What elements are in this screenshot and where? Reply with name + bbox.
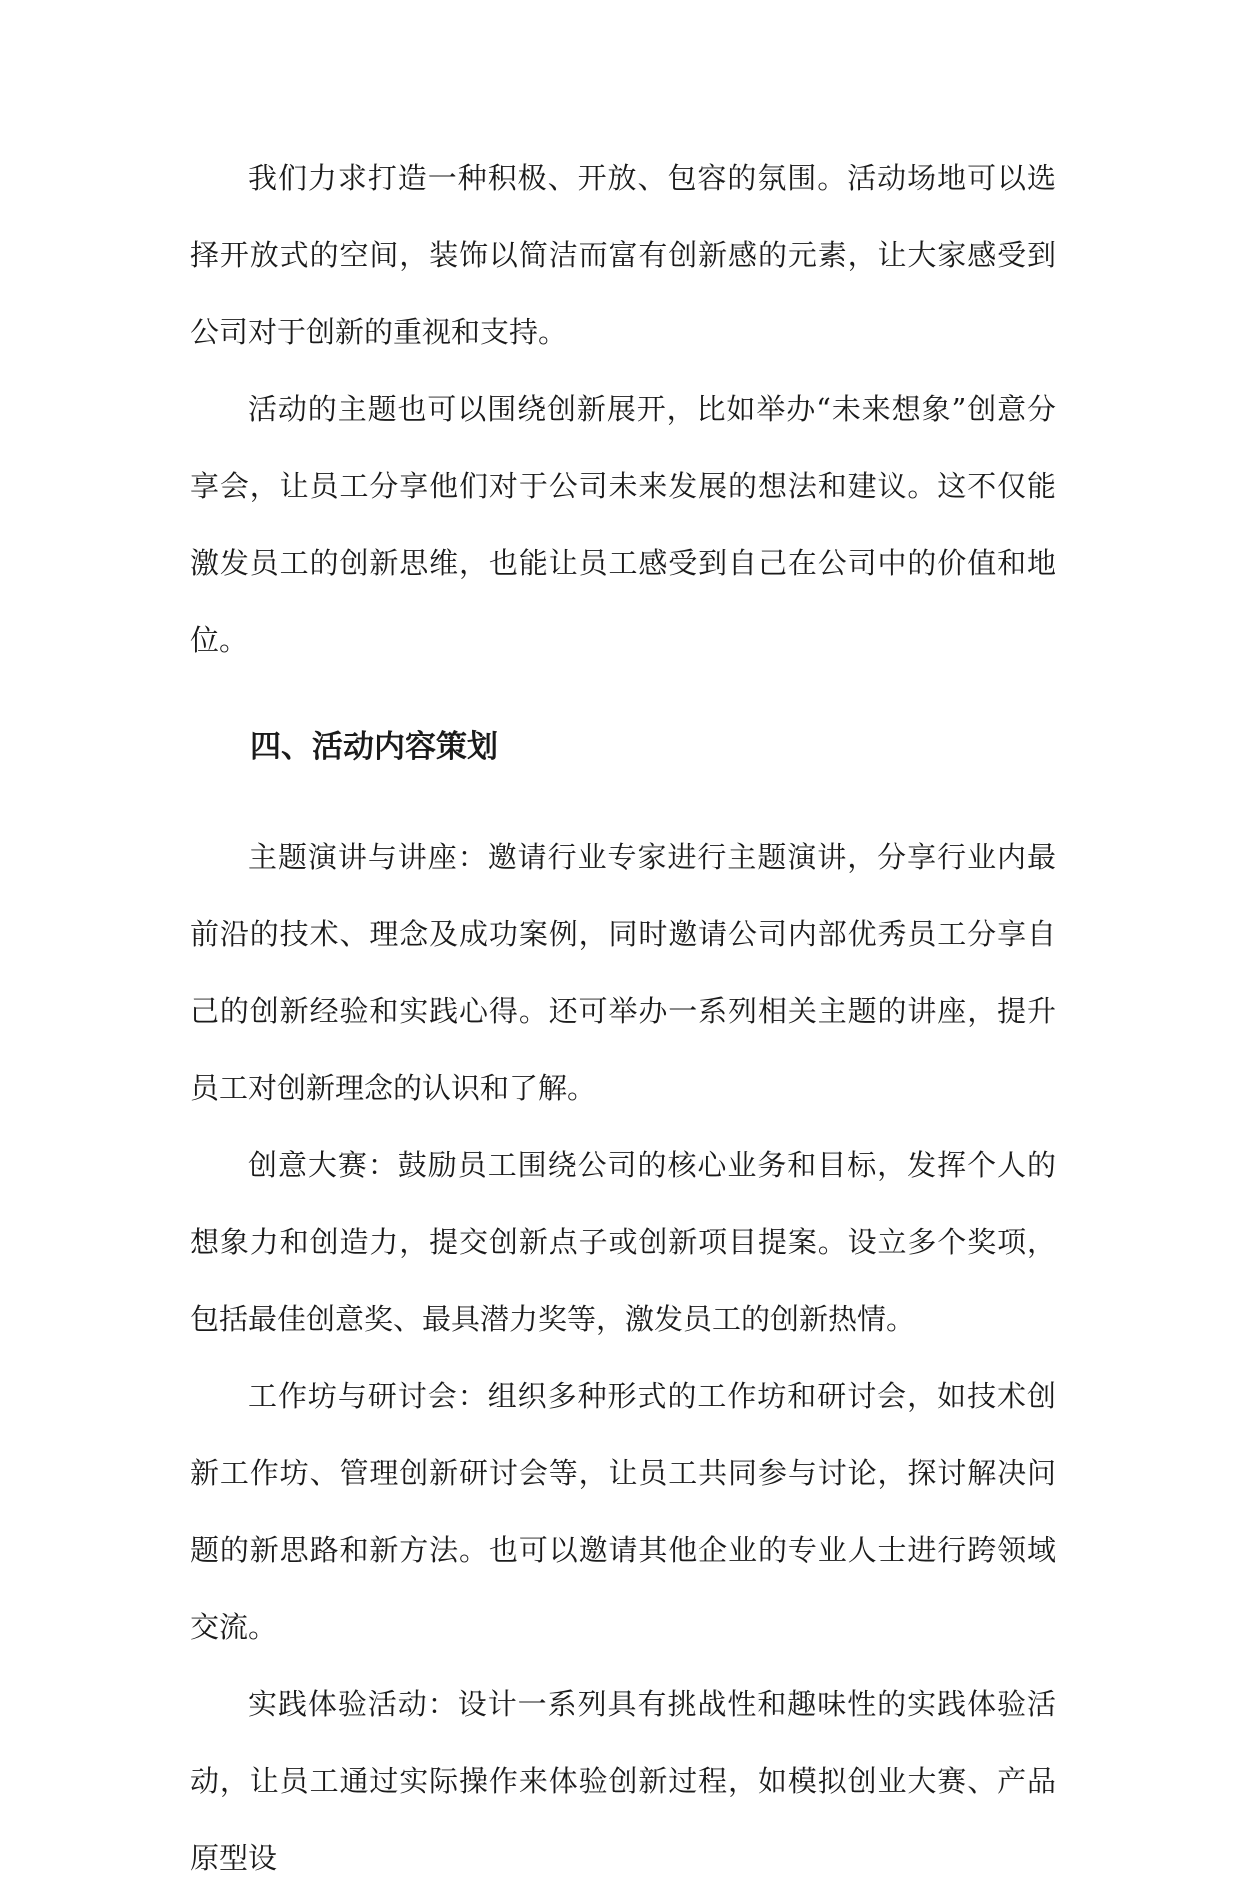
paragraph-theme: 活动的主题也可以围绕创新展开，比如举办“未来想象”创意分享会，让员工分享他们对于公司未来发展的想法和建议。这不仅能激发员工的创新思维，也能让员工感受到自己在公司中的价值和地位。	[190, 392, 1056, 657]
document-body	[190, 140, 1056, 1897]
paragraph-atmosphere: 我们力求打造一种积极、开放、包容的氛围。活动场地可以选择开放式的空间，装饰以简洁而富有创新感的元素，让大家感受到公司对于创新的重视和支持。	[190, 161, 1056, 349]
section-heading: 四、活动内容策划	[250, 729, 498, 765]
paragraph-workshop: 工作坊与研讨会：组织多种形式的工作坊和研讨会，如技术创新工作坊、管理创新研讨会等，让员工共同参与讨论，探讨解决问题的新思路和新方法。也可以邀请其他企业的专业人士进行跨领域交流。	[190, 1379, 1056, 1644]
paragraph-keynote: 主题演讲与讲座：邀请行业专家进行主题演讲，分享行业内最前沿的技术、理念及成功案例，同时邀请公司内部优秀员工分享自己的创新经验和实践心得。还可举办一系列相关主题的讲座，提升员工对创新理念的认识和了解。	[190, 840, 1056, 1105]
paragraph-idea-contest: 创意大赛：鼓励员工围绕公司的核心业务和目标，发挥个人的想象力和创造力，提交创新点子或创新项目提案。设立多个奖项，包括最佳创意奖、最具潜力奖等，激发员工的创新热情。	[190, 1148, 1056, 1336]
paragraph-practice: 实践体验活动：设计一系列具有挑战性和趣味性的实践体验活动，让员工通过实际操作来体验创新过程，如模拟创业大赛、产品原型设	[190, 1687, 1056, 1875]
